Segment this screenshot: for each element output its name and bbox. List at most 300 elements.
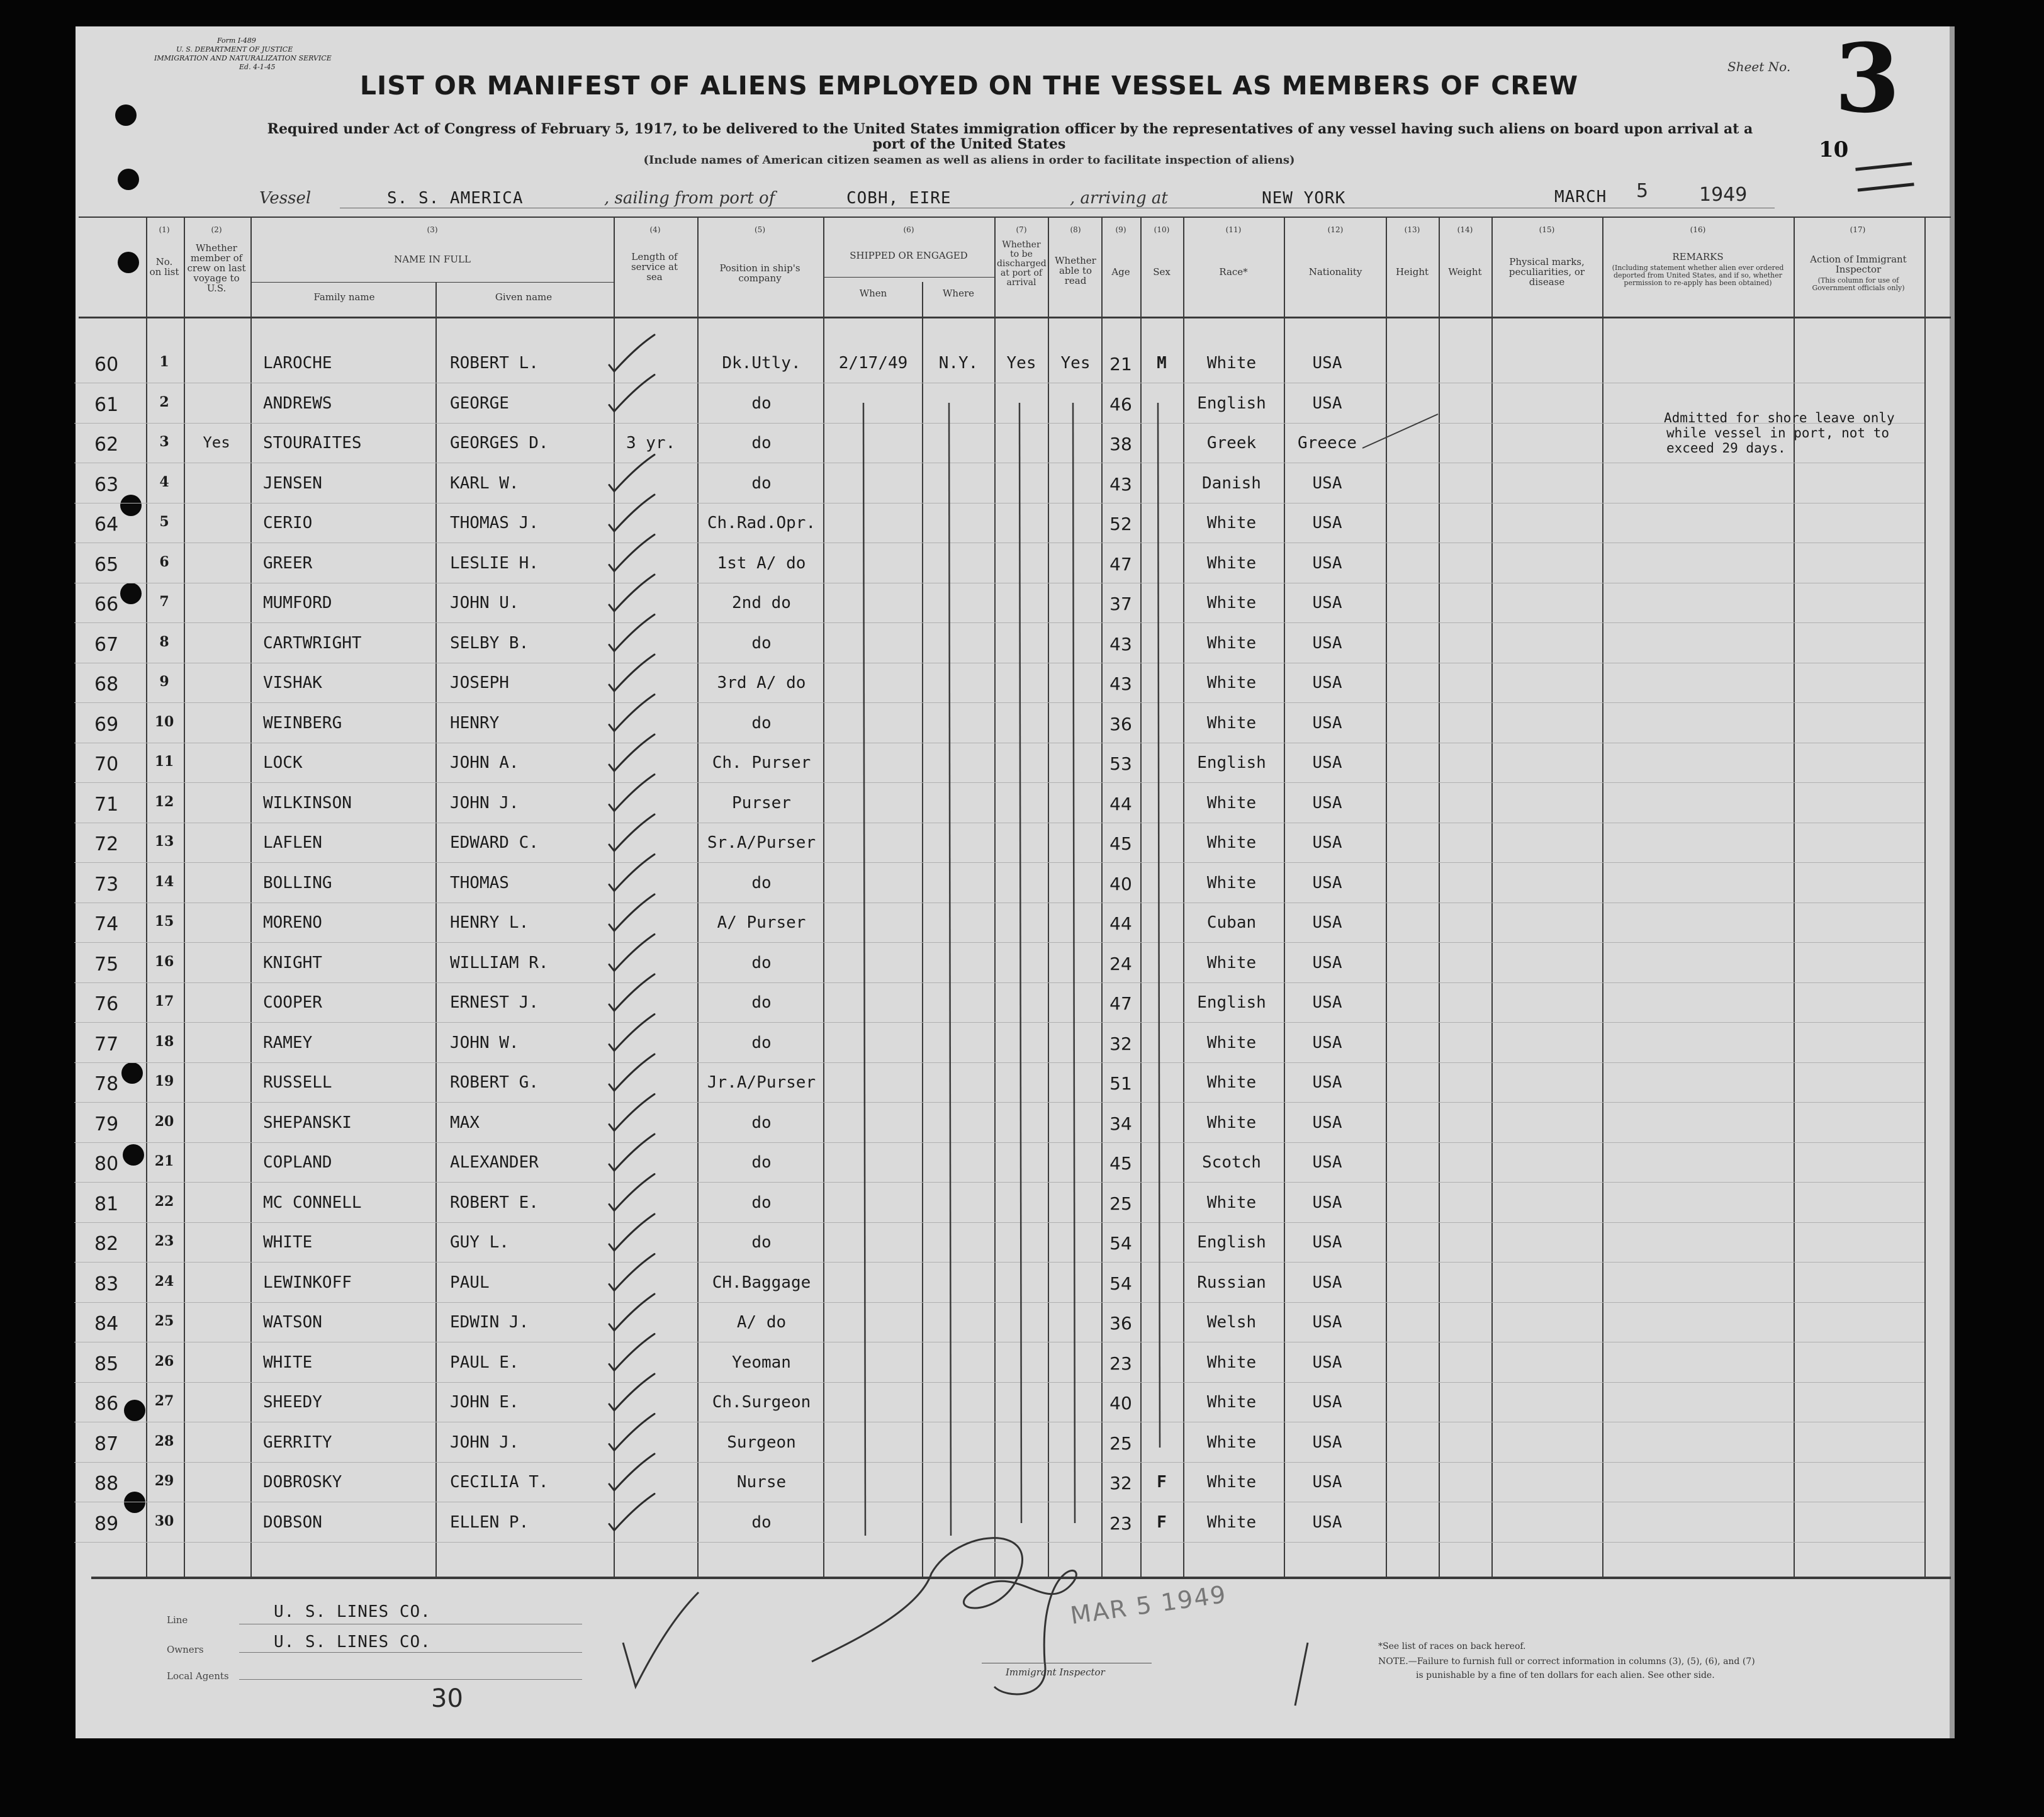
race: White [1206, 954, 1257, 972]
family-name: WHITE [263, 1353, 313, 1372]
age: 47 [1109, 993, 1132, 1014]
shipped-when: 2/17/49 [838, 354, 908, 373]
form-edition: Ed. 4-1-45 [239, 63, 276, 71]
list-number: 15 [154, 913, 174, 930]
col17-note: (This column for use of Government officials only) [1812, 276, 1905, 292]
col2-header: Whether member of crew on last voyage to U.S. [187, 242, 246, 294]
col1-header: No. on list [149, 256, 179, 278]
sequence-number: 63 [94, 474, 119, 496]
check-mark [609, 1134, 654, 1171]
race: White [1206, 554, 1257, 573]
given-name: HENRY L. [450, 913, 529, 932]
nationality: USA [1312, 1033, 1342, 1052]
sequence-number: 68 [94, 673, 119, 695]
sequence-number: 78 [94, 1073, 119, 1095]
col17-header: Action of Immigrant Inspector [1810, 254, 1907, 275]
agents-label: Local Agents [167, 1670, 229, 1682]
given-name: PAUL E. [450, 1353, 519, 1372]
col2-number: (2) [211, 225, 222, 234]
col16-note: (Including statement whether alien ever ordered deported from United States, and if so, whether permission to re-apply has been obtained) [1612, 264, 1784, 287]
sequence-number: 83 [94, 1273, 119, 1295]
given-name: KARL W. [450, 474, 519, 493]
col17-number: (17) [1850, 225, 1866, 234]
position: Ch.Rad.Opr. [707, 514, 816, 532]
given-name: JOSEPH [450, 673, 509, 692]
race: White [1206, 1513, 1257, 1532]
list-number: 16 [154, 954, 174, 970]
race: White [1206, 874, 1257, 892]
nationality: USA [1312, 1473, 1342, 1492]
nationality: USA [1312, 554, 1342, 573]
given-name: HENRY [450, 714, 500, 733]
check-mark [609, 655, 654, 691]
nationality: USA [1312, 593, 1342, 612]
given-name: GEORGES D. [450, 434, 549, 453]
position: do [751, 634, 772, 653]
given-name: GEORGE [450, 394, 509, 413]
list-number: 27 [154, 1393, 174, 1409]
sequence-number: 70 [94, 753, 119, 775]
family-name: LAFLEN [263, 833, 322, 852]
ditto-line [1158, 403, 1160, 1448]
list-number: 14 [154, 874, 174, 890]
sequence-number: 73 [94, 874, 119, 896]
ditto-line [863, 403, 865, 1536]
race: White [1206, 673, 1257, 692]
age: 40 [1109, 874, 1132, 894]
check-mark [609, 775, 654, 811]
age: 23 [1109, 1513, 1132, 1534]
given-name: ERNEST J. [450, 993, 539, 1012]
sequence-number: 72 [94, 833, 119, 855]
nationality: USA [1312, 354, 1342, 373]
col7-header: Whether to be discharged at port of arrival [997, 240, 1047, 288]
list-number: 24 [154, 1273, 174, 1290]
race: English [1197, 394, 1266, 413]
col5-header: Position in ship's company [719, 262, 800, 284]
family-name: BOLLING [263, 874, 332, 892]
check-mark [609, 1494, 654, 1531]
list-number: 28 [154, 1433, 174, 1449]
family-name: GERRITY [263, 1433, 332, 1452]
last-voyage: Yes [203, 434, 230, 451]
footer-tick [1295, 1643, 1308, 1706]
subtitle-line2: port of the United States [872, 136, 1066, 152]
given-name: SELBY B. [450, 634, 529, 653]
family-name: GREER [263, 554, 313, 573]
footer-check-mark [623, 1592, 699, 1687]
nationality: USA [1312, 874, 1342, 892]
col16-header: REMARKS [1672, 251, 1724, 262]
col10-header: Sex [1153, 266, 1171, 278]
check-mark [609, 1294, 654, 1330]
age: 54 [1109, 1233, 1132, 1254]
position: do [751, 474, 772, 493]
race: Russian [1197, 1273, 1266, 1292]
nationality: USA [1312, 474, 1342, 493]
list-number: 19 [154, 1073, 174, 1089]
col6-header: SHIPPED OR ENGAGED [850, 250, 968, 261]
age: 25 [1109, 1433, 1132, 1454]
race: White [1206, 1073, 1257, 1092]
sequence-number: 74 [94, 913, 119, 935]
position: Purser [732, 794, 791, 813]
sequence-number: 64 [94, 514, 119, 536]
family-name: COPLAND [263, 1153, 332, 1172]
col13-header: Height [1395, 266, 1429, 278]
check-mark [609, 1174, 654, 1211]
family-name: LAROCHE [263, 354, 332, 373]
owners-company: U. S. LINES CO. [274, 1633, 431, 1651]
list-number: 11 [154, 753, 174, 770]
list-number: 17 [154, 993, 174, 1010]
nationality: USA [1312, 394, 1342, 413]
sequence-number: 75 [94, 954, 119, 976]
col8-number: (8) [1070, 225, 1081, 234]
family-name: RAMEY [263, 1033, 313, 1052]
col14-number: (14) [1457, 225, 1473, 234]
age: 43 [1109, 474, 1132, 495]
nationality: USA [1312, 634, 1342, 653]
given-name: WILLIAM R. [450, 954, 549, 972]
position: 1st A/ do [717, 554, 806, 573]
given-name: JOHN J. [450, 1433, 519, 1452]
list-number: 7 [159, 593, 169, 610]
footer-note: *See list of races on back hereof. [1378, 1641, 1526, 1651]
position: A/ do [736, 1313, 787, 1332]
given-name: THOMAS J. [450, 514, 539, 532]
given-name: EDWARD C. [450, 833, 539, 852]
position: do [751, 1233, 772, 1252]
sailing-label: , sailing from port of [604, 189, 775, 208]
check-mark [609, 894, 654, 931]
sequence-number: 87 [94, 1433, 119, 1455]
position: CH.Baggage [712, 1273, 811, 1292]
age: 44 [1109, 913, 1132, 934]
check-mark [609, 455, 654, 492]
family-name: KNIGHT [263, 954, 322, 972]
check-mark [609, 1454, 654, 1490]
position: do [751, 1193, 772, 1212]
position: 2nd do [732, 593, 791, 612]
check-mark [609, 1094, 654, 1131]
age: 23 [1109, 1353, 1132, 1374]
vessel-name: S. S. AMERICA [387, 189, 524, 208]
check-mark [609, 535, 654, 571]
sheet-label: Sheet No. [1727, 59, 1791, 74]
position: Sr.A/Purser [707, 833, 816, 852]
list-number: 20 [154, 1113, 174, 1130]
check-mark [609, 734, 654, 771]
family-name: RUSSELL [263, 1073, 332, 1092]
nationality: USA [1312, 1433, 1342, 1452]
col1-number: (1) [159, 225, 170, 234]
family-name: MUMFORD [263, 593, 332, 612]
col3-number: (3) [427, 225, 438, 234]
race: White [1206, 1193, 1257, 1212]
race: White [1206, 794, 1257, 813]
check-mark [609, 855, 654, 891]
check-mark [609, 1214, 654, 1251]
nationality: USA [1312, 1513, 1342, 1532]
race: Scotch [1202, 1153, 1261, 1172]
race: White [1206, 1113, 1257, 1132]
list-number: 26 [154, 1353, 174, 1370]
family-name: SHEEDY [263, 1393, 322, 1412]
given-name: ELLEN P. [450, 1513, 529, 1532]
age: 32 [1109, 1033, 1132, 1054]
given-name: THOMAS [450, 874, 509, 892]
port-to: NEW YORK [1262, 189, 1346, 208]
age: 24 [1109, 954, 1132, 974]
remark-line: exceed 29 days. [1666, 441, 1786, 456]
col10-number: (10) [1154, 225, 1170, 234]
family-name: SHEPANSKI [263, 1113, 352, 1132]
list-number: 5 [159, 514, 169, 530]
nationality: USA [1312, 1193, 1342, 1212]
race: White [1206, 593, 1257, 612]
check-mark [609, 1374, 654, 1410]
nationality: USA [1312, 514, 1342, 532]
col3-header: NAME IN FULL [394, 254, 471, 265]
position: do [751, 394, 772, 413]
check-mark [609, 1054, 654, 1091]
race: English [1197, 1233, 1266, 1252]
sequence-number: 80 [94, 1153, 119, 1175]
given-name: ALEXANDER [450, 1153, 539, 1172]
sex: F [1157, 1513, 1167, 1532]
race: White [1206, 354, 1257, 373]
remark-pointer [1362, 414, 1438, 448]
sheet-total: 10 [1819, 137, 1849, 162]
sequence-number: 61 [94, 394, 119, 416]
line-label: Line [167, 1614, 188, 1626]
check-mark [609, 814, 654, 851]
footer-note: is punishable by a fine of ten dollars for each alien. See other side. [1416, 1670, 1715, 1680]
list-number: 23 [154, 1233, 174, 1249]
given-name: JOHN U. [450, 593, 519, 612]
nationality: USA [1312, 714, 1342, 733]
position: 3rd A/ do [717, 673, 806, 692]
age: 32 [1109, 1473, 1132, 1494]
service-length: 3 yr. [626, 434, 676, 453]
where-header: Where [942, 288, 974, 299]
col5-number: (5) [755, 225, 765, 234]
age: 43 [1109, 673, 1132, 694]
discharged: Yes [1006, 354, 1036, 373]
arriving-label: , arriving at [1070, 189, 1168, 208]
check-mark [609, 1015, 654, 1051]
race: White [1206, 1433, 1257, 1452]
owners-underline [239, 1652, 582, 1653]
line-company: U. S. LINES CO. [274, 1602, 431, 1621]
list-number: 1 [159, 354, 169, 370]
age: 45 [1109, 1153, 1132, 1174]
race: Danish [1202, 474, 1261, 493]
age: 36 [1109, 1313, 1132, 1334]
family-name-header: Family name [313, 291, 375, 303]
col13-number: (13) [1404, 225, 1420, 234]
race: English [1197, 993, 1266, 1012]
position: do [751, 993, 772, 1012]
age: 47 [1109, 554, 1132, 575]
race: Greek [1206, 434, 1257, 453]
family-name: WATSON [263, 1313, 322, 1332]
age: 52 [1109, 514, 1132, 534]
age: 34 [1109, 1113, 1132, 1134]
col16-number: (16) [1690, 225, 1706, 234]
sequence-number: 67 [94, 634, 119, 656]
sequence-number: 82 [94, 1233, 119, 1255]
nationality: USA [1312, 1273, 1342, 1292]
check-mark [609, 1254, 654, 1291]
nationality: USA [1312, 1393, 1342, 1412]
sequence-number: 60 [94, 354, 119, 376]
check-mark [609, 335, 654, 371]
race: White [1206, 1033, 1257, 1052]
ditto-line [949, 403, 951, 1536]
nationality: USA [1312, 1113, 1342, 1132]
list-number: 3 [159, 434, 169, 450]
position: A/ Purser [717, 913, 806, 932]
sequence-number: 71 [94, 794, 119, 816]
family-name: WEINBERG [263, 714, 342, 733]
sequence-number: 65 [94, 554, 119, 576]
list-number: 9 [159, 673, 169, 690]
col11-number: (11) [1225, 225, 1242, 234]
given-name: JOHN A. [450, 753, 519, 772]
given-name: EDWIN J. [450, 1313, 529, 1332]
age: 21 [1109, 354, 1132, 374]
position: do [751, 1513, 772, 1532]
family-name: LEWINKOFF [263, 1273, 352, 1292]
col12-number: (12) [1327, 225, 1344, 234]
family-name: STOURAITES [263, 434, 362, 453]
check-mark [609, 1414, 654, 1451]
position: Dk.Utly. [722, 354, 801, 373]
family-name: DOBROSKY [263, 1473, 342, 1492]
sex: M [1157, 354, 1167, 373]
port-from: COBH, EIRE [846, 189, 952, 208]
col12-header: Nationality [1308, 266, 1362, 278]
sequence-number: 66 [94, 593, 119, 616]
age: 36 [1109, 714, 1132, 734]
age: 53 [1109, 753, 1132, 774]
agents-underline [239, 1679, 582, 1680]
race: White [1206, 634, 1257, 653]
nationality: USA [1312, 1353, 1342, 1372]
sequence-number: 86 [94, 1393, 119, 1415]
nationality: USA [1312, 993, 1342, 1012]
sequence-number: 76 [94, 993, 119, 1015]
family-name: ANDREWS [263, 394, 332, 413]
nationality: USA [1312, 1313, 1342, 1332]
col15-number: (15) [1539, 225, 1555, 234]
list-number: 21 [154, 1153, 174, 1169]
race: White [1206, 714, 1257, 733]
inspector-label: Immigrant Inspector [1006, 1667, 1105, 1678]
given-name: ROBERT G. [450, 1073, 539, 1092]
page-title: LIST OR MANIFEST OF ALIENS EMPLOYED ON THE VESSEL AS MEMBERS OF CREW [359, 70, 1579, 101]
list-number: 10 [154, 714, 174, 730]
footer-note: NOTE.—Failure to furnish full or correct information in columns (3), (5), (6), and (7) [1378, 1657, 1755, 1667]
position: do [751, 1113, 772, 1132]
col9-number: (9) [1115, 225, 1126, 234]
age: 25 [1109, 1193, 1132, 1214]
age: 51 [1109, 1073, 1132, 1094]
col6-number: (6) [903, 225, 914, 234]
family-name: CARTWRIGHT [263, 634, 362, 653]
sheet-number: 3 [1834, 23, 1901, 134]
list-number: 6 [159, 554, 169, 570]
arrival-month: MARCH [1554, 188, 1607, 206]
given-name: JOHN W. [450, 1033, 519, 1052]
ditto-line [1019, 403, 1021, 1523]
age: 37 [1109, 593, 1132, 614]
list-number: 13 [154, 833, 174, 850]
race: White [1206, 1393, 1257, 1412]
family-name: VISHAK [263, 673, 322, 692]
family-name: JENSEN [263, 474, 322, 493]
list-number: 22 [154, 1193, 174, 1210]
position: do [751, 1153, 772, 1172]
position: Ch.Surgeon [712, 1393, 811, 1412]
nationality: USA [1312, 673, 1342, 692]
when-header: When [859, 288, 887, 299]
nationality: USA [1312, 794, 1342, 813]
position: do [751, 1033, 772, 1052]
given-name: PAUL [450, 1273, 490, 1292]
sequence-number: 79 [94, 1113, 119, 1135]
check-mark [609, 1334, 654, 1371]
check-mark [609, 495, 654, 531]
family-name: WILKINSON [263, 794, 352, 813]
col15-header: Physical marks, peculiarities, or disease [1508, 256, 1585, 288]
race: English [1197, 753, 1266, 772]
family-name: DOBSON [263, 1513, 322, 1532]
sequence-number: 89 [94, 1513, 119, 1535]
nationality: USA [1312, 913, 1342, 932]
position: Jr.A/Purser [707, 1073, 816, 1092]
list-number: 2 [159, 394, 169, 410]
race: White [1206, 514, 1257, 532]
given-name-header: Given name [495, 291, 553, 303]
shipped-where: N.Y. [938, 354, 979, 373]
race: Welsh [1206, 1313, 1257, 1332]
able-to-read: Yes [1060, 354, 1091, 373]
list-number: 29 [154, 1473, 174, 1489]
service-line: IMMIGRATION AND NATURALIZATION SERVICE [154, 54, 332, 62]
col14-header: Weight [1448, 266, 1482, 278]
col4-number: (4) [649, 225, 661, 234]
given-name: ROBERT L. [450, 354, 539, 373]
col11-header: Race* [1219, 266, 1248, 278]
check-mark [609, 695, 654, 731]
sex: F [1157, 1473, 1167, 1492]
subtitle-note: (Include names of American citizen seamen as well as aliens in order to facilitate inspection of aliens) [643, 154, 1295, 167]
remark-line: while vessel in port, not to [1666, 425, 1890, 441]
position: do [751, 954, 772, 972]
check-mark [609, 935, 654, 971]
given-name: LESLIE H. [450, 554, 539, 573]
given-name: MAX [450, 1113, 480, 1132]
col9-header: Age [1111, 266, 1130, 278]
sequence-number: 81 [94, 1193, 119, 1215]
age: 45 [1109, 833, 1132, 854]
arrival-day: 5 [1636, 180, 1649, 202]
list-number: 18 [154, 1033, 174, 1050]
age: 46 [1109, 394, 1132, 415]
